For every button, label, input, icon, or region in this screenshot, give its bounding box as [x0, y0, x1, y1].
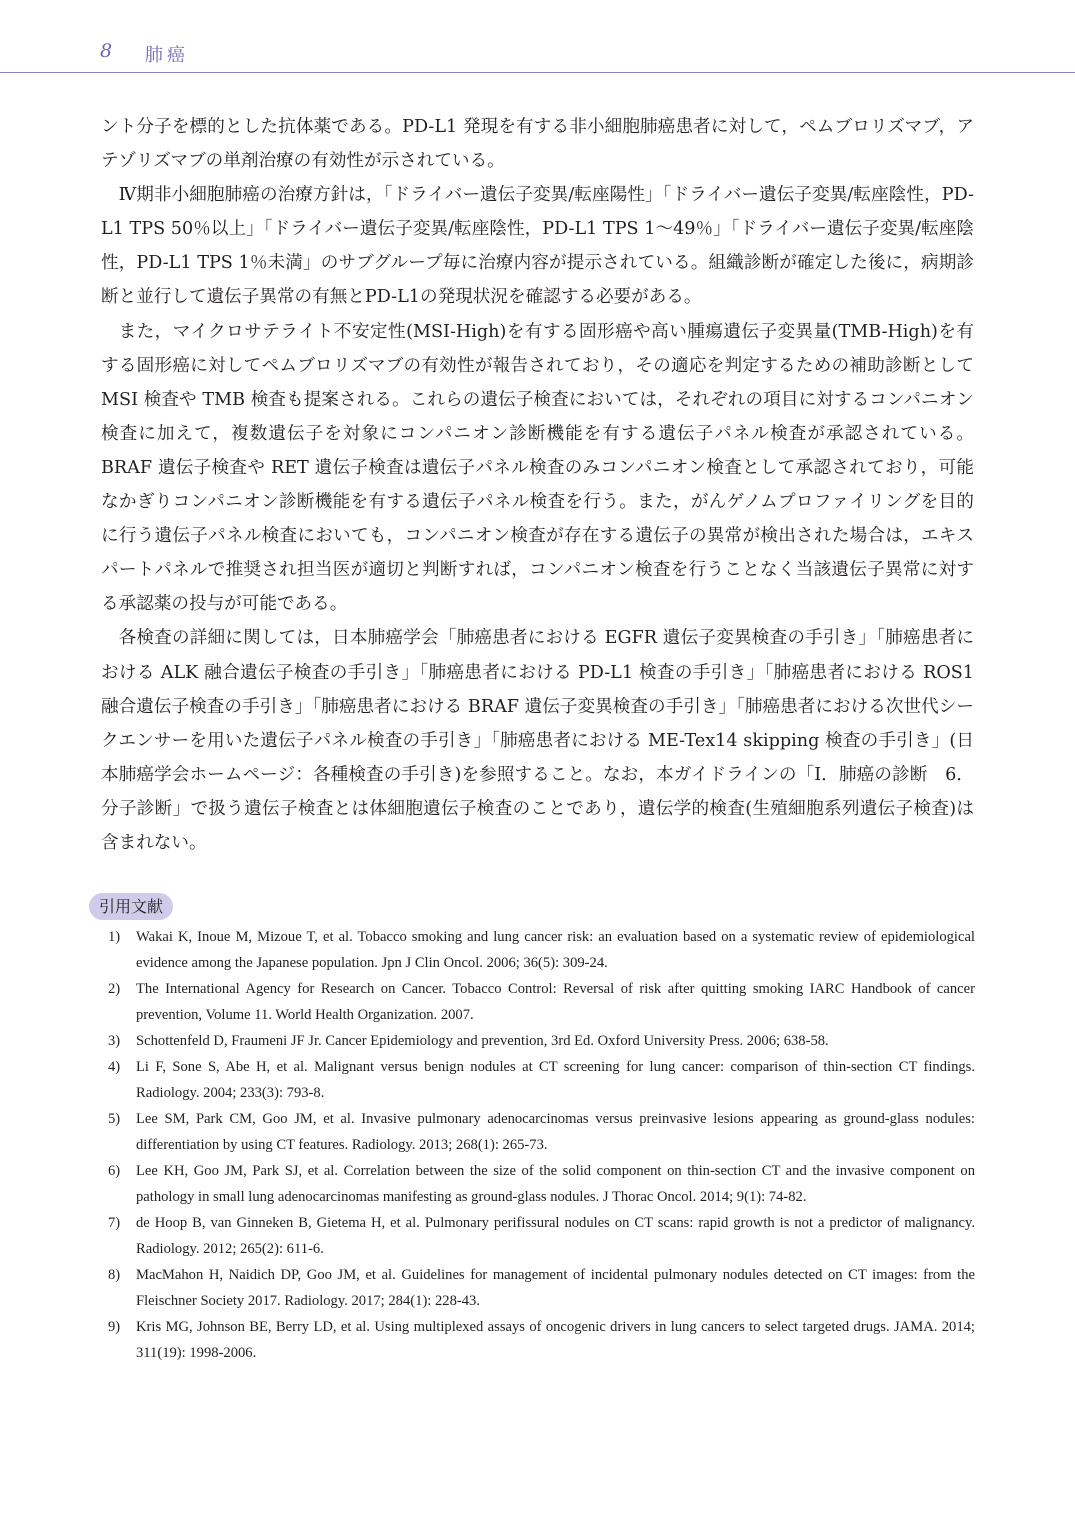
reference-text: The International Agency for Research on Cancer. Tobacco Control: Reversal of risk after quitting smoking IARC Handbook of cancer prevention, Volume 11. World Health Organization. 2007. [136, 981, 975, 1023]
references-heading: 引用文献 [89, 893, 173, 920]
reference-text: MacMahon H, Naidich DP, Goo JM, et al. Guidelines for management of incidental pulmonary nodules detected on CT images: from the Fleischner Society 2017. Radiology. 2017; 284(1): 228-43. [136, 1267, 975, 1309]
page-header [0, 0, 1075, 74]
reference-item [100, 1210, 975, 1262]
paragraph: ント分子を標的とした抗体薬である。PD-L1 発現を有する非小細胞肺癌患者に対して，ペムブロリズマブ，アテゾリズマブの単剤治療の有効性が示されている。 [101, 117, 974, 172]
reference-number: 6) [108, 1163, 121, 1179]
reference-number: 2) [108, 981, 121, 997]
reference-text: Schottenfeld D, Fraumeni JF Jr. Cancer Epidemiology and prevention, 3rd Ed. Oxford University Press. 2006; 638-58. [136, 1033, 829, 1049]
reference-number: 9) [108, 1319, 121, 1335]
reference-item [100, 1314, 975, 1366]
page-number: 8 [100, 40, 113, 62]
reference-item [100, 924, 975, 976]
reference-item [100, 1158, 975, 1210]
reference-item [100, 976, 975, 1028]
reference-item [100, 1262, 975, 1314]
reference-text: Lee SM, Park CM, Goo JM, et al. Invasive pulmonary adenocarcinomas versus preinvasive lesions appearing as ground-glass nodules: differentiation by using CT features. Radiology. 2013; 268(1): 265-73. [136, 1111, 975, 1153]
reference-item [100, 1106, 975, 1158]
reference-number: 1) [108, 929, 121, 945]
reference-list [100, 924, 975, 1366]
body-text [101, 110, 974, 860]
chapter-title: 肺癌 [145, 45, 189, 66]
paragraph: 各検査の詳細に関しては，日本肺癌学会「肺癌患者における EGFR 遺伝子変異検査の手引き」「肺癌患者における ALK 融合遺伝子検査の手引き」「肺癌患者における PD-L1 検査の手引き」「肺癌患者における ROS1 融合遺伝子検査の手引き」「肺癌患者における BRAF 遺伝子変異検査の手引き」「肺癌患者における次世代シークエンサーを用いた遺伝子パネル検査の手引き」「肺癌患者における ME-Tex14 skipping 検査の手引き」(日本肺癌学会ホームページ：各種検査の手引き)を参照すること。なお，本ガイドラインの「Ⅰ．肺癌の診断 6．分子診断」で扱う遺伝子検査とは体細胞遺伝子検査のことであり，遺伝学的検査(生殖細胞系列遺伝子検査)は含まれない。 [101, 628, 974, 853]
reference-text: Kris MG, Johnson BE, Berry LD, et al. Using multiplexed assays of oncogenic drivers in lung cancers to select targeted drugs. JAMA. 2014; 311(19): 1998-2006. [136, 1319, 975, 1361]
reference-number: 7) [108, 1215, 121, 1231]
reference-item [100, 1028, 975, 1054]
reference-text: de Hoop B, van Ginneken B, Gietema H, et al. Pulmonary perifissural nodules on CT scans: rapid growth is not a predictor of malignancy. Radiology. 2012; 265(2): 611-6. [136, 1215, 975, 1257]
reference-number: 5) [108, 1111, 121, 1127]
reference-number: 8) [108, 1267, 121, 1283]
reference-item [100, 1054, 975, 1106]
paragraph: Ⅳ期非小細胞肺癌の治療方針は，「ドライバー遺伝子変異/転座陽性」「ドライバー遺伝子変異/転座陰性，PD-L1 TPS 50％以上」「ドライバー遺伝子変異/転座陰性，PD-L1 TPS 1〜49％」「ドライバー遺伝子変異/転座陰性，PD-L1 TPS 1％未満」のサブグループ毎に治療内容が提示されている。組織診断が確定した後に，病期診断と並行して遺伝子異常の有無とPD-L1の発現状況を確認する必要がある。 [101, 185, 974, 308]
reference-text: Lee KH, Goo JM, Park SJ, et al. Correlation between the size of the solid component on thin-section CT and the invasive component on pathology in small lung adenocarcinomas manifesting as ground-glass nodules. J Thorac Oncol. 2014; 9(1): 74-82. [136, 1163, 975, 1205]
reference-text: Wakai K, Inoue M, Mizoue T, et al. Tobacco smoking and lung cancer risk: an evaluation based on a systematic review of epidemiological evidence among the Japanese population. Jpn J Clin Oncol. 2006; 36(5): 309-24. [136, 929, 975, 971]
reference-number: 3) [108, 1033, 121, 1049]
header-divider [0, 72, 1075, 73]
reference-text: Li F, Sone S, Abe H, et al. Malignant versus benign nodules at CT screening for lung cancer: comparison of thin-section CT findings. Radiology. 2004; 233(3): 793-8. [136, 1059, 975, 1101]
reference-number: 4) [108, 1059, 121, 1075]
paragraph: また，マイクロサテライト不安定性(MSI-High)を有する固形癌や高い腫瘍遺伝子変異量(TMB-High)を有する固形癌に対してペムブロリズマブの有効性が報告されており，その適応を判定するための補助診断として MSI 検査や TMB 検査も提案される。これらの遺伝子検査においては，それぞれの項目に対するコンパニオン検査に加えて，複数遺伝子を対象にコンパニオン診断機能を有する遺伝子パネル検査が承認されている。BRAF 遺伝子検査や RET 遺伝子検査は遺伝子パネル検査のみコンパニオン検査として承認されており，可能なかぎりコンパニオン診断機能を有する遺伝子パネル検査を行う。また，がんゲノムプロファイリングを目的に行う遺伝子パネル検査においても，コンパニオン検査が存在する遺伝子の異常が検出された場合は，エキスパートパネルで推奨され担当医が適切と判断すれば，コンパニオン検査を行うことなく当該遺伝子異常に対する承認薬の投与が可能である。 [101, 321, 974, 615]
